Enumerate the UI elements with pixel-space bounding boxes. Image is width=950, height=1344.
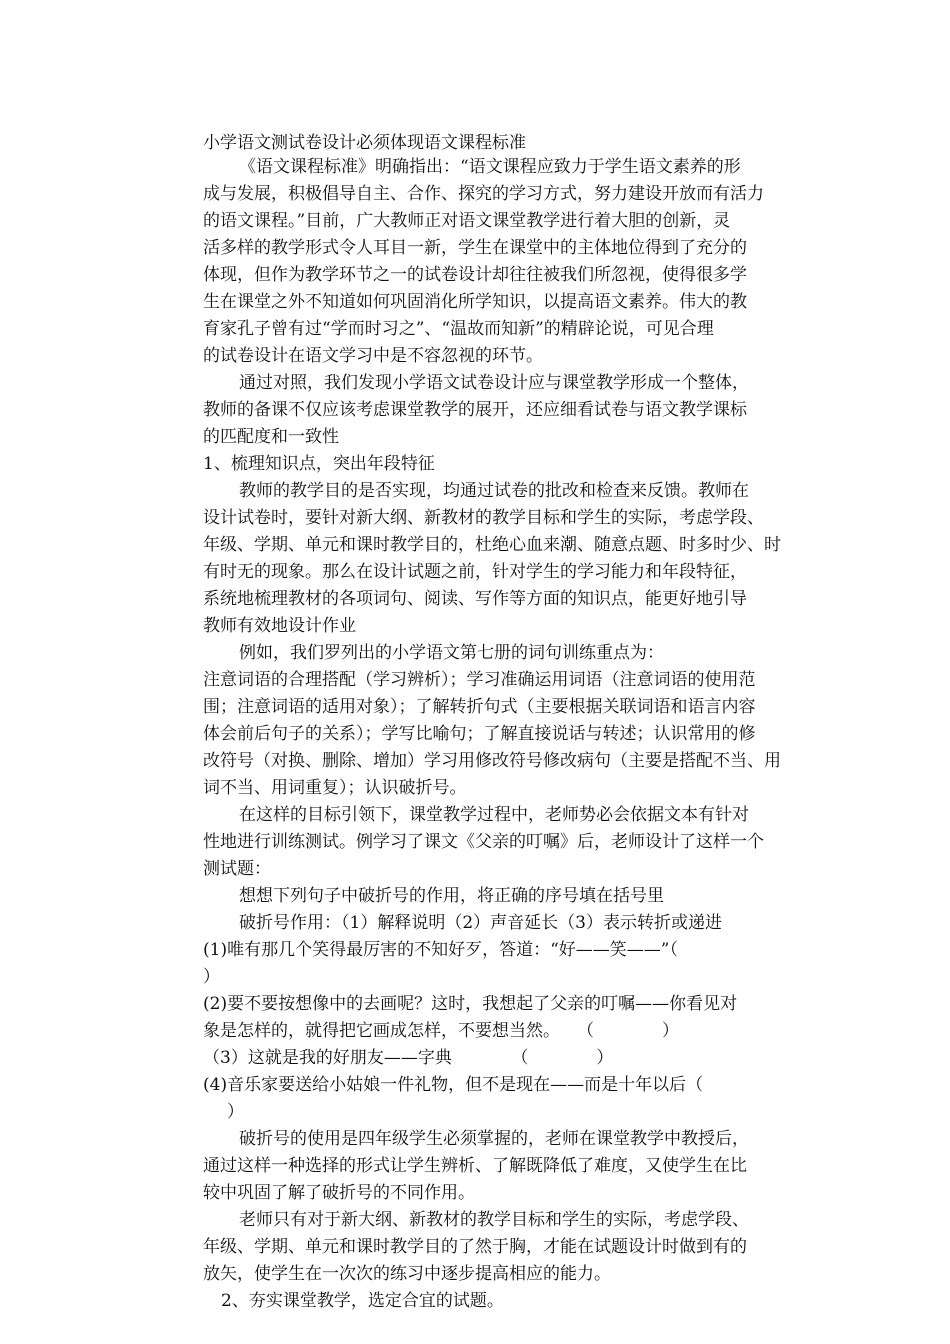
paragraph-line: 教师的教学目的是否实现，均通过试卷的批改和检查来反馈。教师在 xyxy=(239,481,749,501)
paragraph-line: 成与发展，积极倡导自主、合作、探究的学习方式，努力建设开放而有活力 xyxy=(203,184,764,204)
paragraph-line: 通过对照，我们发现小学语文试卷设计应与课堂教学形成一个整体， xyxy=(239,373,749,393)
paragraph-line: 破折号的使用是四年级学生必须掌握的，老师在课堂教学中教授后， xyxy=(239,1129,749,1149)
paragraph-line: 的试卷设计在语文学习中是不容忽视的环节。 xyxy=(203,346,543,366)
paragraph-line: 2、夯实课堂教学，选定合宜的试题。 xyxy=(221,1291,504,1311)
paragraph-line: 《语文课程标准》明确指出：“语文课程应致力于学生语文素养的形 xyxy=(239,157,741,177)
paragraph-line: 改符号（对换、删除、增加）学习用修改符号修改病句（主要是搭配不当、用 xyxy=(203,751,781,771)
paragraph-line: 词不当、用词重复）；认识破折号。 xyxy=(203,778,467,798)
paragraph-line: 的语文课程。”目前，广大教师正对语文课堂教学进行着大胆的创新，灵 xyxy=(203,211,731,231)
paragraph-line: 老师只有对于新大纲、新教材的教学目标和学生的实际，考虑学段、 xyxy=(239,1210,749,1230)
paragraph-line: 年级、学期、单元和课时教学目的了然于胸，才能在试题设计时做到有的 xyxy=(203,1237,747,1257)
paragraph-line: 1、梳理知识点，突出年段特征 xyxy=(203,454,435,474)
paragraph-line: 围；注意词语的适用对象）；了解转折句式（主要根据关联词语和语言内容 xyxy=(203,697,756,717)
paragraph-line: 育家孔子曾有过“学而时习之”、“温故而知新”的精辟论说，可见合理 xyxy=(203,319,714,339)
document-title: 小学语文测试卷设计必须体现语文课程标准 xyxy=(203,133,526,153)
paragraph-line: 系统地梳理教材的各项词句、阅读、写作等方面的知识点，能更好地引导 xyxy=(203,589,747,609)
paragraph-line: 教师有效地设计作业 xyxy=(203,616,356,636)
paragraph-line: 注意词语的合理搭配（学习辨析）；学习准确运用词语（注意词语的使用范 xyxy=(203,670,756,690)
paragraph-line: 教师的备课不仅应该考虑课堂教学的展开，还应细看试卷与语文教学课标 xyxy=(203,400,747,420)
paragraph-line: (4)音乐家要送给小姑娘一件礼物，但不是现在——而是十年以后（ xyxy=(203,1075,704,1095)
paragraph-line: 测试题： xyxy=(203,859,271,879)
paragraph-line: 的匹配度和一致性 xyxy=(203,427,339,447)
paragraph-line: 较中巩固了解了破折号的不同作用。 xyxy=(203,1183,475,1203)
paragraph-line: 设计试卷时，要针对新大纲、新教材的教学目标和学生的实际，考虑学段、 xyxy=(203,508,764,528)
paragraph-line: ） xyxy=(203,967,220,987)
paragraph-line: 体现，但作为教学环节之一的试卷设计却往往被我们所忽视，使得很多学 xyxy=(203,265,747,285)
paragraph-line: 象是怎样的，就得把它画成怎样，不要想当然。 （ ） xyxy=(203,1021,679,1041)
paragraph-line: ） xyxy=(227,1102,244,1122)
paragraph-line: 通过这样一种选择的形式让学生辨析、了解既降低了难度，又使学生在比 xyxy=(203,1156,747,1176)
paragraph-line: 体会前后句子的关系）；学写比喻句；了解直接说话与转述；认识常用的修 xyxy=(203,724,756,744)
paragraph-line: 生在课堂之外不知道如何巩固消化所学知识，以提高语文素养。伟大的教 xyxy=(203,292,747,312)
paragraph-line: 年级、学期、单元和课时教学目的，杜绝心血来潮、随意点题、时多时少、时 xyxy=(203,535,781,555)
paragraph-line: 想想下列句子中破折号的作用，将正确的序号填在括号里 xyxy=(239,886,664,906)
document-body xyxy=(203,130,807,1315)
paragraph-line: (2)要不要按想像中的去画呢？这时，我想起了父亲的叮嘱——你看见对 xyxy=(203,994,738,1014)
paragraph-line: （3）这就是我的好朋友——字典 （ ） xyxy=(203,1048,614,1068)
paragraph-line: 有时无的现象。那么在设计试题之前，针对学生的学习能力和年段特征， xyxy=(203,562,747,582)
paragraph-line: 在这样的目标引领下，课堂教学过程中，老师势必会依据文本有针对 xyxy=(239,805,749,825)
paragraph-line: 性地进行训练测试。例学习了课文《父亲的叮嘱》后，老师设计了这样一个 xyxy=(203,832,764,852)
paragraph-line: 例如，我们罗列出的小学语文第七册的词句训练重点为： xyxy=(239,643,664,663)
paragraph-line: 活多样的教学形式令人耳目一新，学生在课堂中的主体地位得到了充分的 xyxy=(203,238,747,258)
paragraph-line: 破折号作用：（1）解释说明（2）声音延长（3）表示转折或递进 xyxy=(239,913,722,933)
paragraph-line: 放矢，使学生在一次次的练习中逐步提高相应的能力。 xyxy=(203,1264,611,1284)
paragraph-line: (1)唯有那几个笑得最厉害的不知好歹，答道：“好——笑——”（ xyxy=(203,940,678,960)
